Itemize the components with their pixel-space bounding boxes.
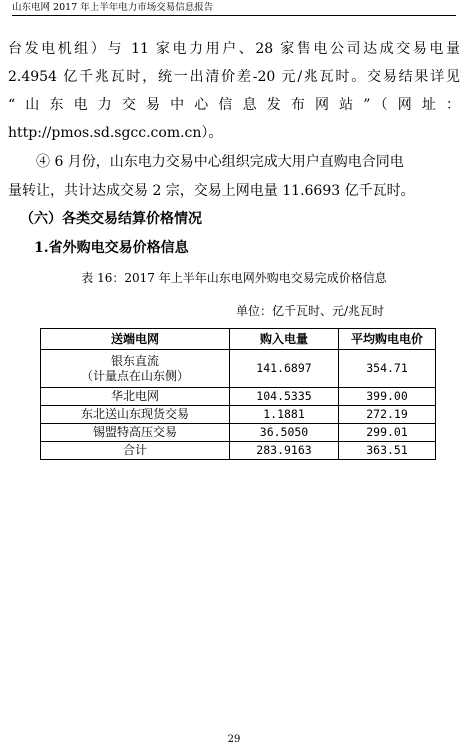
page-number: 29 xyxy=(227,734,241,745)
grid-name: 东北送山东现货交易 xyxy=(41,406,230,424)
paragraph-line: http://pmos.sd.sgcc.com.cn）。 xyxy=(8,125,223,141)
section-heading: （六）各类交易结算价格情况 xyxy=(20,211,202,227)
grid-name: 合计 xyxy=(41,442,230,460)
paragraph-line: 台发电机组）与 11 家电力用户、28 家售电公司达成交易电量 xyxy=(8,41,460,57)
table-row xyxy=(41,388,436,406)
table-row xyxy=(41,350,436,388)
page-header: 山东电网 2017 年上半年电力市场交易信息报告 xyxy=(12,2,456,16)
table-row xyxy=(41,442,436,460)
column-header: 购入电量 xyxy=(230,329,339,350)
subsection-heading: 1.省外购电交易价格信息 xyxy=(34,240,189,256)
grid-name: 银东直流 xyxy=(110,353,159,368)
grid-name: 华北电网 xyxy=(41,388,230,406)
column-header: 平均购电电价 xyxy=(339,329,436,350)
table-caption: 表 16：2017 年上半年山东电网外购电交易完成价格信息 xyxy=(81,271,387,285)
energy-cell: 1.1881 xyxy=(230,406,339,424)
table-row xyxy=(41,424,436,442)
energy-cell: 141.6897 xyxy=(230,350,339,388)
price-cell: 272.19 xyxy=(339,406,436,424)
grid-name-cell xyxy=(41,350,230,388)
paragraph-line: ④ 6 月份，山东电力交易中心组织完成大用户直购电合同电 xyxy=(36,154,404,170)
paragraph-line: “山东电力交易中心信息发布网站”（网址： xyxy=(8,97,460,113)
grid-name-note: （计量点在山东侧） xyxy=(80,368,189,383)
energy-cell: 104.5335 xyxy=(230,388,339,406)
column-header: 送端电网 xyxy=(41,329,230,350)
grid-name: 锡盟特高压交易 xyxy=(41,424,230,442)
table-row xyxy=(41,406,436,424)
energy-cell: 36.5050 xyxy=(230,424,339,442)
price-table xyxy=(40,328,436,460)
energy-cell: 283.9163 xyxy=(230,442,339,460)
table-unit: 单位：亿千瓦时、元/兆瓦时 xyxy=(236,304,385,318)
paragraph-line: 2.4954 亿千兆瓦时，统一出清价差-20 元/兆瓦时。交易结果详见 xyxy=(8,69,460,85)
paragraph-line: 量转让，共计达成交易 2 宗，交易上网电量 11.6693 亿千瓦时。 xyxy=(8,183,415,199)
price-cell: 299.01 xyxy=(339,424,436,442)
price-cell: 399.00 xyxy=(339,388,436,406)
table-header-row xyxy=(41,329,436,350)
price-cell: 363.51 xyxy=(339,442,436,460)
price-cell: 354.71 xyxy=(339,350,436,388)
